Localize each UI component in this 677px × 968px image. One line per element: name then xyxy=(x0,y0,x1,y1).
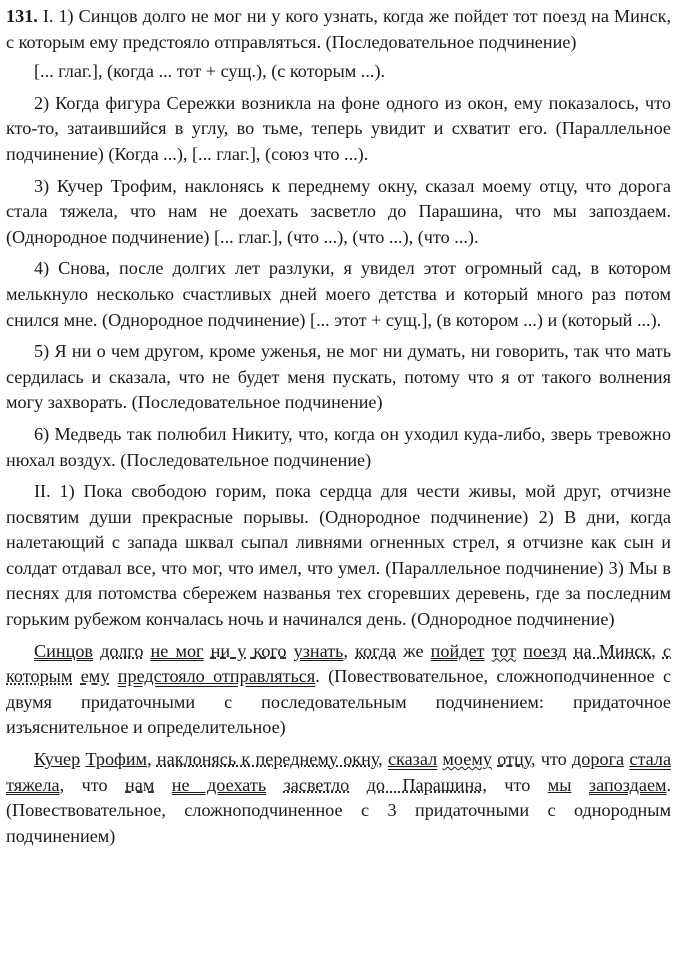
text-fragment xyxy=(567,641,574,661)
text-fragment xyxy=(204,641,211,661)
syntax-analysis-1 xyxy=(6,639,671,741)
predicate-word: предстояло отправляться xyxy=(117,666,316,687)
attribute-word: тот xyxy=(491,640,517,661)
text-fragment: . (Повествовательное, сложноподчиненное с двумя придаточными с последовательным подчинением: придаточное изъяснительное и определительное) xyxy=(6,666,672,738)
text-fragment xyxy=(154,775,171,795)
text-fragment xyxy=(72,666,80,686)
text-fragment xyxy=(485,641,492,661)
exercise-sentence-4: 4) Снова, после долгих лет разлуки, я увидел этот огромный сад, в котором мелькнуло несколько счастливых дней моего детства и который много раз потом снился мне. (Однородное подчинение) [... этот + сущ.], (в котором ...) и (который ...). xyxy=(6,258,671,330)
text-fragment: , xyxy=(343,640,356,661)
adverbial-word: когда xyxy=(355,640,397,661)
syntax-analysis-2 xyxy=(6,747,671,849)
predicate-word: пойдет xyxy=(430,640,485,661)
predicate-word: сказал xyxy=(387,749,438,770)
object-word: нам xyxy=(125,774,155,795)
subject-word: дорога xyxy=(572,749,625,770)
text-fragment: же xyxy=(396,640,431,661)
adverbial-word: до Парашина xyxy=(366,774,483,795)
part1-label: I. 1) xyxy=(42,6,74,26)
text-fragment: , xyxy=(651,640,663,661)
exercise-number: 131. xyxy=(6,6,38,26)
subject-word: Синцов xyxy=(34,640,94,661)
text-fragment: , что xyxy=(482,774,548,795)
text-fragment: , что xyxy=(59,774,126,795)
text-fragment: . (Повествовательное, сложноподчиненное с 3 придаточными с однородным подчинением) xyxy=(6,774,672,846)
object-word: ни у кого xyxy=(210,640,287,661)
exercise-sentence-2: 2) Когда фигура Сережки возникла на фоне одного из окон, ему показалось, что кто-то, затаившийся в углу, во тьме, теперь увидит и схватит его. (Параллельное подчинение) (Когда ...), [... глаг.], (союз что ...). xyxy=(6,92,671,164)
exercise-sentence-5: 5) Я ни о чем другом, кроме уженья, не мог ни думать, ни говорить, так что мать сердилась и сказала, что не будет меня пускать, потому что я от такого волнения могу захворать. (Последовательное подчинение) xyxy=(6,341,671,413)
subject-word: Кучер xyxy=(34,749,81,770)
predicate-word: стала тяжела xyxy=(6,749,672,795)
predicate-word: узнать xyxy=(293,640,344,661)
text-fragment xyxy=(109,666,117,686)
attribute-word: моему xyxy=(442,749,492,770)
adverbial-word: на Минск xyxy=(573,640,652,661)
exercise-sentence-6: 6) Медведь так полюбил Никиту, что, когда он уходил куда-либо, зверь тревожно нюхал воздух. (Последовательное подчинение) xyxy=(6,423,671,470)
sentence-1-scheme: [... глаг.], (когда ... тот + сущ.), (с которым ...). xyxy=(34,61,386,82)
adverbial-word: долго xyxy=(100,640,144,661)
predicate-word: запоздаем xyxy=(588,774,667,795)
text-fragment xyxy=(266,775,283,795)
text-fragment xyxy=(571,775,588,795)
adverbial-word: засветло xyxy=(283,774,350,795)
text-fragment: , что xyxy=(531,749,573,770)
text-fragment xyxy=(287,641,294,661)
object-word: ему xyxy=(80,666,110,687)
text-fragment: , xyxy=(378,749,388,770)
object-word: с которым xyxy=(6,640,671,687)
adverbial-phrase: наклонясь к переднему окну xyxy=(156,749,379,770)
subject-word: мы xyxy=(547,774,572,795)
text-fragment xyxy=(349,775,366,795)
predicate-word: не доехать xyxy=(171,774,267,795)
text-fragment xyxy=(143,641,150,661)
subject-word: поезд xyxy=(523,640,567,661)
object-word: отцу xyxy=(497,749,532,770)
exercise-sentence-1 xyxy=(6,4,671,55)
exercise-part-2: II. 1) Пока свободою горим, пока сердца для чести живы, мой друг, отчизне посвятим души прекрасные порывы. (Однородное подчинение) 2) В дни, когда налетающий с запада шквал сыпал ливнями огненных стрел, я отчизне как сын и солдат отдавал все, что мог, что имел, что умел. (Параллельное подчинение) 3) Мы в песнях для потомства сбережем названья тех сгоревших деревень, где за последним горьким рубежом кончалась ночь и начинался день. (Однородное подчинение) xyxy=(6,481,671,630)
subject-word: Трофим xyxy=(85,749,148,770)
predicate-word: не мог xyxy=(150,640,204,661)
sentence-1-text: Синцов долго не мог ни у кого узнать, когда же пойдет тот поезд на Минск, с которым ему предстояло отправляться. (Последовательное подчинение) xyxy=(6,6,671,52)
exercise-sentence-3: 3) Кучер Трофим, наклонясь к переднему окну, сказал моему отцу, что дорога стала тяжела, что нам не доехать засветло до Парашина, что мы запоздаем. (Однородное подчинение) [... глаг.], (что ...), (что ...), (что ...). xyxy=(6,175,671,247)
text-fragment: , xyxy=(147,749,157,770)
